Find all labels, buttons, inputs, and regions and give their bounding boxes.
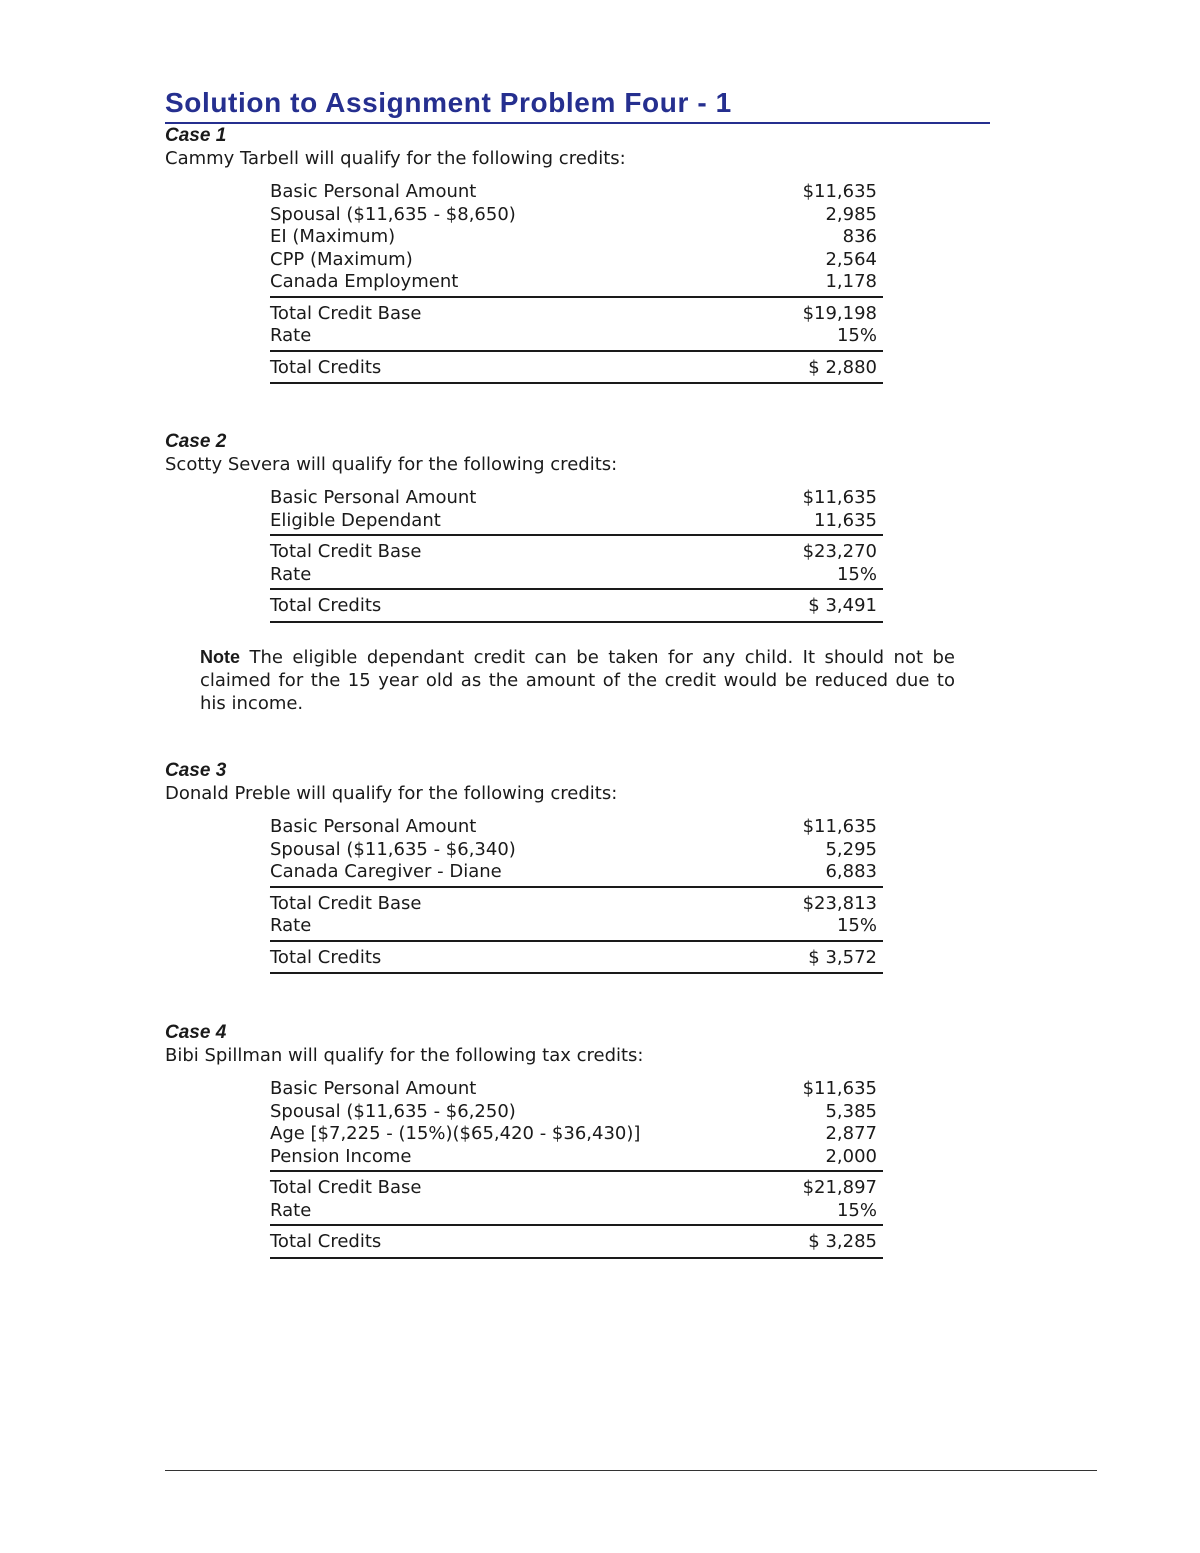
item-label: Eligible Dependant (270, 509, 441, 531)
rate-row (270, 1200, 883, 1223)
table-row (270, 1078, 883, 1101)
total-credits-row (270, 947, 883, 970)
table-row (270, 816, 883, 839)
item-amount: 2,877 (825, 1123, 877, 1144)
note-text: The eligible dependant credit can be taken for any child. It should not be claimed for the 15 year old as the amount of the credit would be reduced due to his income. (200, 647, 955, 714)
note-label: Note (200, 647, 240, 667)
item-label: Basic Personal Amount (270, 487, 477, 508)
case-heading: Case 3 (165, 760, 227, 781)
case-1 (165, 125, 965, 384)
credit-table (270, 181, 883, 384)
total-credits-label: Total Credits (270, 946, 382, 968)
total-credit-base-row (270, 893, 883, 916)
table-row (270, 249, 883, 272)
item-label: Spousal ($11,635 - $6,250) (270, 1100, 516, 1122)
item-amount: 11,635 (814, 509, 877, 531)
bottom-rule (270, 382, 883, 384)
case-3 (165, 760, 965, 974)
item-label: Pension Income (270, 1145, 412, 1167)
total-base-label: Total Credit Base (270, 892, 422, 914)
item-amount: $11,635 (802, 816, 877, 837)
total-base-amount: $23,270 (802, 541, 877, 562)
total-credits-label: Total Credits (270, 1231, 382, 1252)
case-4 (165, 1022, 965, 1259)
case-intro: Scotty Severa will qualify for the following credits: (165, 454, 618, 475)
table-row (270, 510, 883, 533)
table-row (270, 181, 883, 204)
bottom-rule (270, 1257, 883, 1259)
total-credits-label: Total Credits (270, 356, 382, 378)
total-credits-row (270, 1231, 883, 1254)
rate-amount: 15% (836, 325, 877, 346)
total-base-label: Total Credit Base (270, 541, 422, 562)
item-amount: 5,385 (825, 1100, 877, 1122)
table-row (270, 1146, 883, 1169)
item-label: Canada Employment (270, 271, 459, 292)
bottom-rule (270, 972, 883, 974)
total-base-amount: $23,813 (802, 892, 877, 914)
rate-label: Rate (270, 1199, 312, 1221)
item-label: Basic Personal Amount (270, 816, 477, 837)
total-base-amount: $21,897 (802, 1177, 877, 1198)
total-credits-label: Total Credits (270, 595, 382, 616)
item-amount: 2,564 (825, 248, 877, 270)
item-amount: $11,635 (802, 487, 877, 508)
item-amount: 1,178 (825, 271, 877, 292)
title-rule (165, 122, 990, 124)
total-base-block (270, 886, 883, 938)
credit-table (270, 1078, 883, 1259)
total-base-amount: $19,198 (802, 302, 877, 324)
case-2 (165, 431, 965, 623)
total-base-block (270, 1170, 883, 1222)
total-credits-amount: $ 3,572 (808, 946, 877, 968)
case-heading: Case 4 (165, 1022, 227, 1043)
rate-amount: 15% (836, 1199, 877, 1221)
credit-table (270, 487, 883, 623)
total-base-block (270, 534, 883, 586)
table-row (270, 861, 883, 884)
total-base-block (270, 296, 883, 348)
case-intro: Donald Preble will qualify for the following credits: (165, 783, 618, 804)
rate-row (270, 915, 883, 938)
total-credits-block (270, 940, 883, 970)
rate-amount: 15% (836, 915, 877, 936)
table-row (270, 1123, 883, 1146)
item-amount: $11,635 (802, 181, 877, 202)
item-amount: 2,985 (825, 203, 877, 225)
rate-label: Rate (270, 325, 312, 346)
table-row (270, 839, 883, 862)
rate-label: Rate (270, 915, 312, 936)
item-amount: 2,000 (825, 1145, 877, 1167)
total-base-label: Total Credit Base (270, 1177, 422, 1198)
total-credits-row (270, 357, 883, 380)
case-heading: Case 2 (165, 431, 227, 452)
table-row (270, 1101, 883, 1124)
rate-row (270, 325, 883, 348)
item-label: Spousal ($11,635 - $8,650) (270, 203, 516, 225)
item-label: Basic Personal Amount (270, 181, 477, 202)
total-credits-amount: $ 3,491 (808, 595, 877, 616)
table-row (270, 204, 883, 227)
item-label: Canada Caregiver - Diane (270, 861, 502, 882)
table-row (270, 487, 883, 510)
credit-table (270, 816, 883, 974)
total-credit-base-row (270, 303, 883, 326)
total-credits-amount: $ 2,880 (808, 356, 877, 378)
total-credits-block (270, 588, 883, 618)
item-label: Basic Personal Amount (270, 1078, 477, 1099)
case-intro: Cammy Tarbell will qualify for the following credits: (165, 148, 626, 169)
total-base-label: Total Credit Base (270, 302, 422, 324)
total-credits-row (270, 595, 883, 618)
total-credits-block (270, 1224, 883, 1254)
case-heading: Case 1 (165, 125, 227, 146)
rate-label: Rate (270, 563, 312, 585)
note (200, 646, 955, 715)
footer-rule (165, 1470, 1097, 1471)
table-row (270, 271, 883, 294)
table-row (270, 226, 883, 249)
item-amount: 836 (842, 226, 877, 247)
total-credits-block (270, 350, 883, 380)
page-title: Solution to Assignment Problem Four - 1 (165, 87, 732, 118)
total-credits-amount: $ 3,285 (808, 1231, 877, 1252)
item-label: Spousal ($11,635 - $6,340) (270, 838, 516, 860)
item-amount: $11,635 (802, 1078, 877, 1099)
item-label: CPP (Maximum) (270, 248, 413, 270)
item-label: EI (Maximum) (270, 226, 396, 247)
item-amount: 6,883 (825, 861, 877, 882)
case-intro: Bibi Spillman will qualify for the following tax credits: (165, 1045, 644, 1066)
item-amount: 5,295 (825, 838, 877, 860)
item-label: Age [$7,225 - (15%)($65,420 - $36,430)] (270, 1123, 641, 1144)
total-credit-base-row (270, 1177, 883, 1200)
bottom-rule (270, 621, 883, 623)
rate-row (270, 564, 883, 587)
total-credit-base-row (270, 541, 883, 564)
rate-amount: 15% (836, 563, 877, 585)
